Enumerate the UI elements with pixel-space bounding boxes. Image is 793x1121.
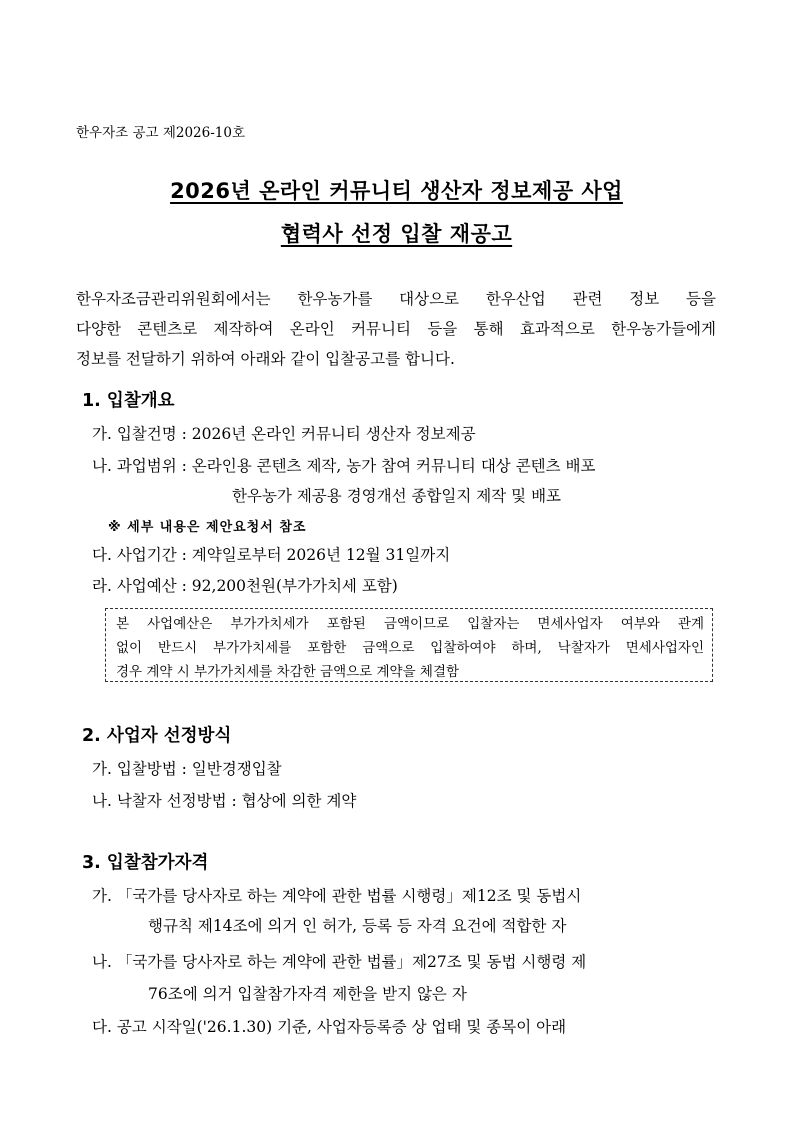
budget-notice-line2: 없이 반드시 부가가치세를 포함한 금액으로 입찰하여야 하며, 낙찰자가 면세사업자인 bbox=[116, 640, 704, 656]
selection-item-method: 가. 입찰방법 : 일반경쟁입찰 bbox=[92, 760, 282, 778]
eligibility-item-ga: 가. 「국가를 당사자로 하는 계약에 관한 법률 시행령」제12조 및 동법시 bbox=[92, 887, 582, 905]
intro-paragraph-line2: 다양한 콘텐츠로 제작하여 온라인 커뮤니티 등을 통해 효과적으로 한우농가들에게 bbox=[76, 320, 716, 338]
overview-item-budget: 라. 사업예산 : 92,200천원(부가가치세 포함) bbox=[92, 577, 398, 595]
document-title-line1: 2026년 온라인 커뮤니티 생산자 정보제공 사업 bbox=[170, 179, 623, 203]
section-heading-overview: 1. 입찰개요 bbox=[82, 391, 175, 411]
selection-item-winner: 나. 낙찰자 선정방법 : 협상에 의한 계약 bbox=[92, 792, 357, 810]
budget-notice-line1: 본 사업예산은 부가가치세가 포함된 금액이므로 입찰자는 면세사업자 여부와 관계 bbox=[116, 616, 704, 632]
intro-paragraph-line1: 한우자조금관리위원회에서는 한우농가를 대상으로 한우산업 관련 정보 등을 bbox=[76, 290, 716, 308]
reference-note: ※ 세부 내용은 제안요청서 참조 bbox=[108, 520, 307, 535]
section-heading-eligibility: 3. 입찰참가자격 bbox=[82, 853, 209, 873]
overview-item-name: 가. 입찰건명 : 2026년 온라인 커뮤니티 생산자 정보제공 bbox=[92, 425, 476, 443]
budget-notice-box bbox=[105, 608, 713, 682]
budget-notice-line3: 경우 계약 시 부가가치세를 차감한 금액으로 계약을 체결함 bbox=[116, 664, 460, 680]
section-heading-selection: 2. 사업자 선정방식 bbox=[82, 726, 232, 746]
eligibility-item-ga-continued: 행규칙 제14조에 의거 인 허가, 등록 등 자격 요건에 적합한 자 bbox=[148, 917, 567, 935]
overview-item-period: 다. 사업기간 : 계약일로부터 2026년 12월 31일까지 bbox=[92, 546, 451, 564]
overview-item-scope-continued: 한우농가 제공용 경영개선 종합일지 제작 및 배포 bbox=[232, 487, 562, 505]
eligibility-item-da: 다. 공고 시작일('26.1.30) 기준, 사업자등록증 상 업태 및 종목이 아래 bbox=[92, 1018, 567, 1036]
intro-paragraph-line3: 정보를 전달하기 위하여 아래와 같이 입찰공고를 합니다. bbox=[76, 350, 455, 368]
notice-number: 한우자조 공고 제2026-10호 bbox=[76, 125, 246, 141]
eligibility-item-na-continued: 76조에 의거 입찰참가자격 제한을 받지 않은 자 bbox=[148, 985, 467, 1003]
eligibility-item-na: 나. 「국가를 당사자로 하는 계약에 관한 법률」제27조 및 동법 시행령 제 bbox=[92, 953, 587, 971]
document-title-line2: 협력사 선정 입찰 재공고 bbox=[280, 222, 513, 246]
overview-item-scope: 나. 과업범위 : 온라인용 콘텐츠 제작, 농가 참여 커뮤니티 대상 콘텐츠 배포 bbox=[92, 457, 596, 475]
